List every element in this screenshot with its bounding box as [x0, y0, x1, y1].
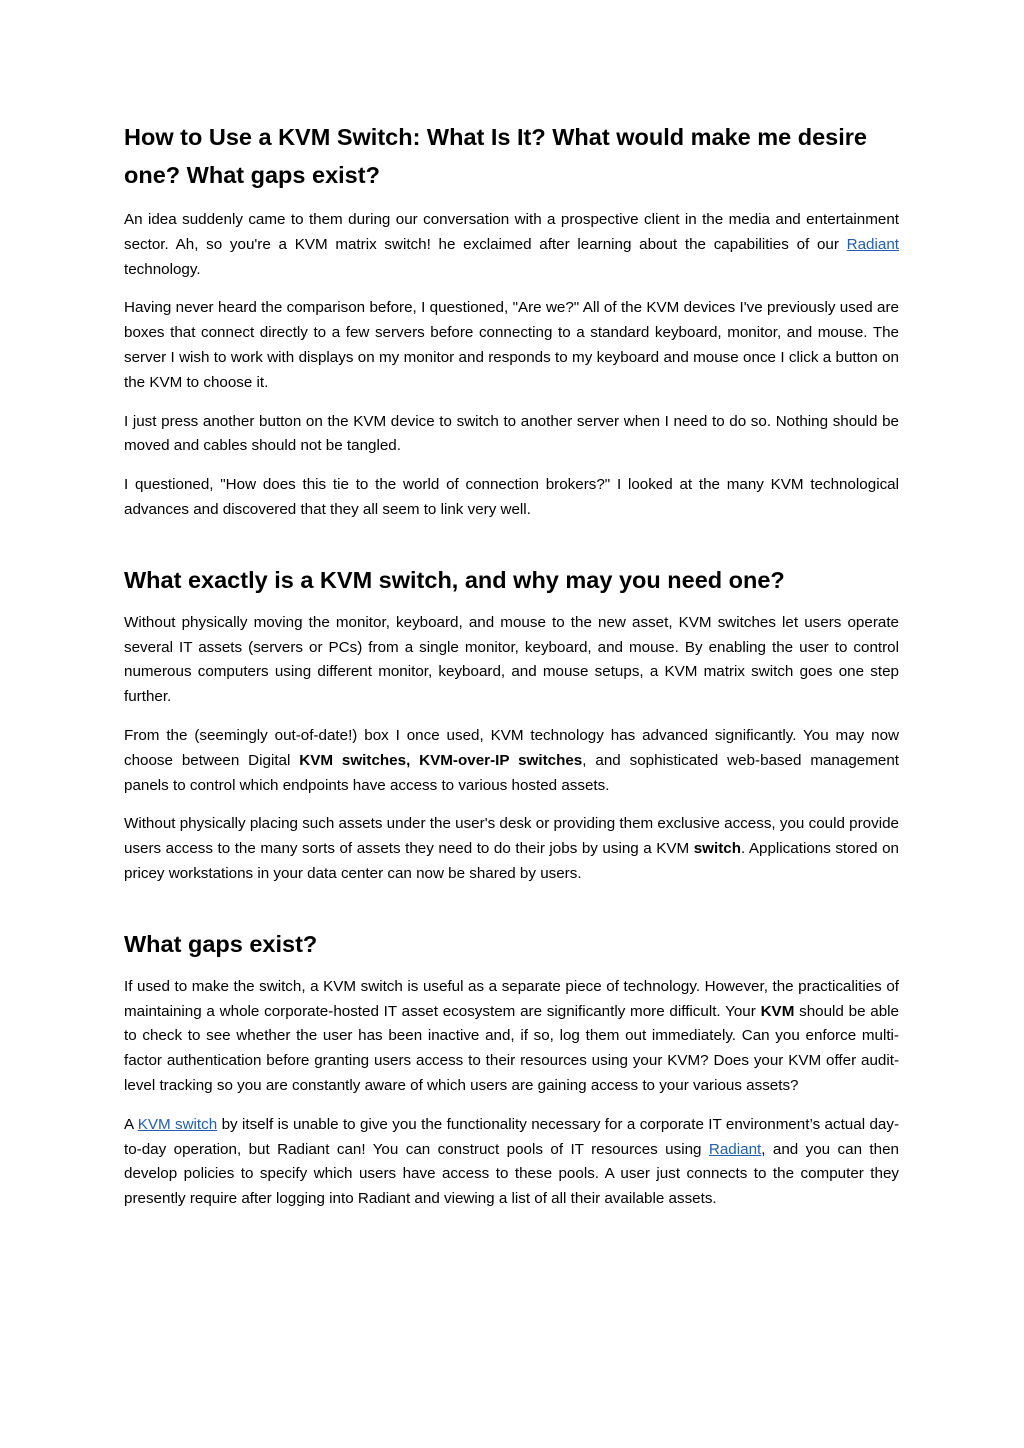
- section2-p3-bold: switch: [693, 840, 741, 858]
- intro-p1-text-b: technology.: [124, 260, 201, 278]
- section3-paragraph-1: [124, 975, 899, 1099]
- section3-p1-text-b: should be able to check to see whether the user has been inactive and, if so, log them out immediately. Can you enforce multi-factor authentication before granting users access to their resources using your KVM? Does your KVM offer audit-level tracking so you are constantly aware of which users are gaining access to your various assets?: [124, 1002, 899, 1094]
- section3-paragraph-2: [124, 1113, 899, 1212]
- document-page: [124, 118, 899, 1226]
- intro-paragraph-4: I questioned, "How does this tie to the world of connection brokers?" I looked at the many KVM technological advances and discovered that they all seem to link very well.: [124, 476, 899, 518]
- section2-p2-text-a: From the (seemingly out-of-date!) box I once used, KVM technology has advanced significantly. You may now choose between Digital: [124, 726, 899, 769]
- section3-p2-text-a: A: [124, 1115, 138, 1133]
- section2-paragraph-3: [124, 812, 899, 886]
- section2-paragraph-1: Without physically moving the monitor, keyboard, and mouse to the new asset, KVM switches let users operate several IT assets (servers or PCs) from a single monitor, keyboard, and mouse. By enabling the user to control numerous computers using different monitor, keyboard, and mouse setups, a KVM matrix switch goes one step further.: [124, 613, 899, 706]
- section2-p3-text-a: Without physically placing such assets under the user's desk or providing them exclusive access, you could provide users access to the many sorts of assets they need to do their jobs by using a KVM: [124, 815, 899, 858]
- section2-p2-bold: KVM switches, KVM-over-IP switches: [299, 751, 583, 769]
- intro-paragraph-1: [124, 208, 899, 282]
- intro-paragraph-3: I just press another button on the KVM device to switch to another server when I need to do so. Nothing should be moved and cables should not be tangled.: [124, 412, 899, 455]
- kvm-switch-link[interactable]: KVM switch: [137, 1115, 218, 1133]
- section2-p2-text-b: , and sophisticated web-based management panels to control which endpoints have access to various hosted assets.: [124, 751, 899, 794]
- section3-p1-text-a: If used to make the switch, a KVM switch is useful as a separate piece of technology. However, the practicalities of maintaining a whole corporate-hosted IT asset ecosystem are significantly more difficult. Your: [124, 977, 899, 1020]
- intro-p1-text-a: An idea suddenly came to them during our conversation with a prospective client in the media and entertainment sector. Ah, so you're a KVM matrix switch! he exclaimed after learning about the capabilities of our: [124, 211, 899, 253]
- page-title: How to Use a KVM Switch: What Is It? What would make me desire one? What gaps exist?: [124, 124, 867, 188]
- section3-p1-bold: KVM: [760, 1002, 795, 1020]
- section3-p2-text-b: by itself is unable to give you the functionality necessary for a corporate IT environment’s actual day-to-day operation, but Radiant can! You can construct pools of IT resources using: [124, 1115, 900, 1158]
- section2-p3-text-b: . Applications stored on pricey workstations in your data center can now be shared by users.: [124, 840, 899, 882]
- radiant-link-2[interactable]: Radiant: [708, 1140, 762, 1158]
- section2-paragraph-2: [124, 724, 899, 798]
- section-heading-kvm-switch: What exactly is a KVM switch, and why may you need one?: [124, 566, 785, 593]
- radiant-link[interactable]: Radiant: [846, 235, 899, 253]
- intro-paragraph-2: Having never heard the comparison before, I questioned, "Are we?" All of the KVM devices I've previously used are boxes that connect directly to a few servers before connecting to a standard keyboard, monitor, and mouse. The server I wish to work with displays on my monitor and responds to my keyboard and mouse once I click a button on the KVM to choose it.: [124, 299, 899, 391]
- section3-p2-text-c: , and you can then develop policies to specify which users have access to these pools. A user just connects to the computer they presently require after logging into Radiant and viewing a list of all their available assets.: [124, 1140, 899, 1208]
- section-heading-gaps: What gaps exist?: [124, 930, 318, 957]
